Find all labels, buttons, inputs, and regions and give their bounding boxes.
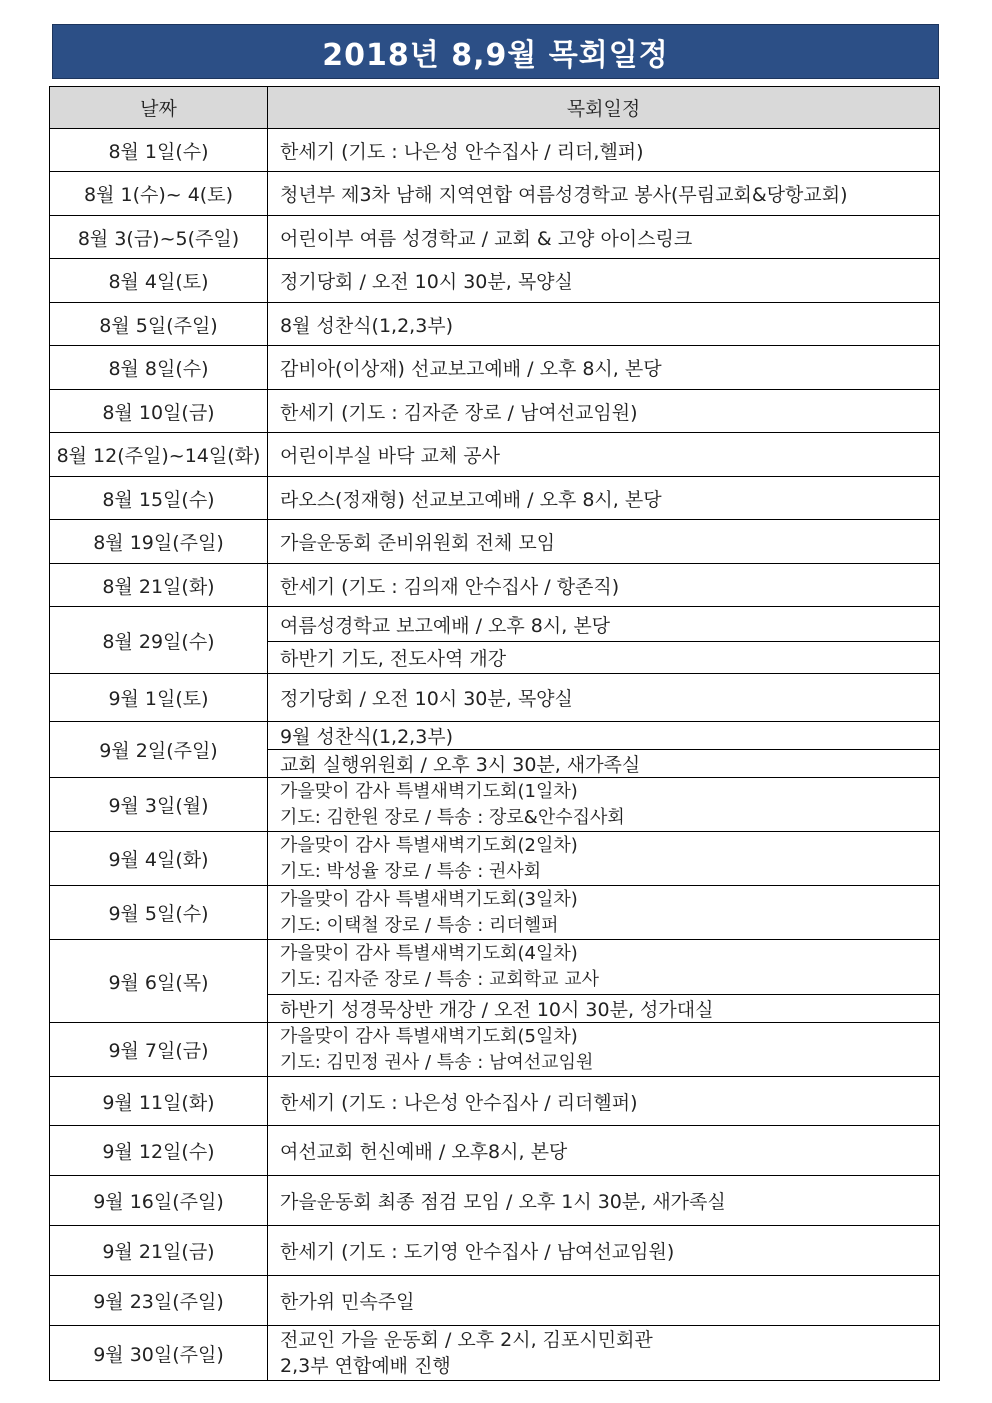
schedule-cell: 한세기 (기도 : 김의재 안수집사 / 항존직) <box>268 564 940 607</box>
schedule-column-header: 목회일정 <box>268 87 940 129</box>
schedule-cell: 9월 성찬식(1,2,3부) <box>268 722 940 750</box>
table-row <box>50 1023 940 1077</box>
schedule-cell: 하반기 성경묵상반 개강 / 오전 10시 30분, 성가대실 <box>268 995 940 1023</box>
schedule-cell: 가을운동회 준비위원회 전체 모임 <box>268 520 940 564</box>
date-cell: 8월 5일(주일) <box>50 303 268 346</box>
date-cell: 9월 3일(월) <box>50 778 268 832</box>
table-row <box>50 477 940 520</box>
date-cell: 8월 15일(수) <box>50 477 268 520</box>
date-cell: 8월 3(금)~5(주일) <box>50 216 268 259</box>
date-cell: 9월 12일(수) <box>50 1126 268 1176</box>
schedule-cell: 교회 실행위원회 / 오후 3시 30분, 새가족실 <box>268 750 940 778</box>
schedule-cell: 가을맞이 감사 특별새벽기도회(4일차) 기도: 김자준 장로 / 특송 : 교회학교 교사 <box>268 940 940 995</box>
table-row <box>50 674 940 722</box>
date-cell: 9월 4일(화) <box>50 832 268 886</box>
schedule-cell: 한세기 (기도 : 나은성 안수집사 / 리더,헬퍼) <box>268 129 940 172</box>
table-row <box>50 390 940 433</box>
date-cell: 8월 1(수)~ 4(토) <box>50 172 268 216</box>
schedule-cell: 한가위 민속주일 <box>268 1276 940 1326</box>
date-cell: 9월 1일(토) <box>50 674 268 722</box>
table-row <box>50 1226 940 1276</box>
schedule-cell: 가을맞이 감사 특별새벽기도회(2일차) 기도: 박성율 장로 / 특송 : 권사회 <box>268 832 940 886</box>
table-row <box>50 886 940 940</box>
date-cell: 8월 4일(토) <box>50 259 268 303</box>
date-cell: 9월 16일(주일) <box>50 1176 268 1226</box>
date-cell: 9월 23일(주일) <box>50 1276 268 1326</box>
schedule-cell: 가을맞이 감사 특별새벽기도회(5일차) 기도: 김민정 권사 / 특송 : 남여선교임원 <box>268 1023 940 1077</box>
table-header-row <box>50 87 940 129</box>
date-cell: 9월 30일(주일) <box>50 1326 268 1381</box>
schedule-cell: 정기당회 / 오전 10시 30분, 목양실 <box>268 674 940 722</box>
schedule-cell: 정기당회 / 오전 10시 30분, 목양실 <box>268 259 940 303</box>
date-cell: 8월 19일(주일) <box>50 520 268 564</box>
schedule-cell: 가을맞이 감사 특별새벽기도회(1일차) 기도: 김한원 장로 / 특송 : 장로&안수집사회 <box>268 778 940 832</box>
table-row <box>50 520 940 564</box>
schedule-cell: 한세기 (기도 : 도기영 안수집사 / 남여선교임원) <box>268 1226 940 1276</box>
table-row <box>50 1176 940 1226</box>
table-row <box>50 303 940 346</box>
title-banner <box>52 24 939 79</box>
table-row <box>50 778 940 832</box>
date-cell: 9월 2일(주일) <box>50 722 268 778</box>
schedule-cell: 여름성경학교 보고예배 / 오후 8시, 본당 <box>268 607 940 642</box>
table-row <box>50 940 940 995</box>
schedule-cell: 한세기 (기도 : 김자준 장로 / 남여선교임원) <box>268 390 940 433</box>
schedule-cell: 하반기 기도, 전도사역 개강 <box>268 642 940 674</box>
table-row <box>50 129 940 172</box>
date-cell: 8월 1일(수) <box>50 129 268 172</box>
schedule-table <box>49 86 940 1381</box>
schedule-cell: 한세기 (기도 : 나은성 안수집사 / 리더헬퍼) <box>268 1077 940 1126</box>
table-row <box>50 832 940 886</box>
page-title: 2018년 8,9월 목회일정 <box>322 37 669 73</box>
schedule-cell: 감비아(이상재) 선교보고예배 / 오후 8시, 본당 <box>268 346 940 390</box>
date-cell: 8월 21일(화) <box>50 564 268 607</box>
schedule-cell: 여선교회 헌신예배 / 오후8시, 본당 <box>268 1126 940 1176</box>
table-row <box>50 172 940 216</box>
table-row <box>50 346 940 390</box>
date-cell: 8월 12(주일)~14일(화) <box>50 433 268 477</box>
schedule-cell: 가을운동회 최종 점검 모임 / 오후 1시 30분, 새가족실 <box>268 1176 940 1226</box>
schedule-cell: 라오스(정재형) 선교보고예배 / 오후 8시, 본당 <box>268 477 940 520</box>
table-row <box>50 1126 940 1176</box>
schedule-cell: 어린이부 여름 성경학교 / 교회 & 고양 아이스링크 <box>268 216 940 259</box>
schedule-body <box>50 129 940 1381</box>
date-cell: 8월 8일(수) <box>50 346 268 390</box>
date-cell: 9월 11일(화) <box>50 1077 268 1126</box>
table-row <box>50 564 940 607</box>
date-cell: 8월 10일(금) <box>50 390 268 433</box>
schedule-cell: 가을맞이 감사 특별새벽기도회(3일차) 기도: 이택철 장로 / 특송 : 리더헬퍼 <box>268 886 940 940</box>
date-cell: 9월 5일(수) <box>50 886 268 940</box>
table-row <box>50 216 940 259</box>
date-cell: 9월 21일(금) <box>50 1226 268 1276</box>
date-column-header: 날짜 <box>50 87 268 129</box>
schedule-cell: 어린이부실 바닥 교체 공사 <box>268 433 940 477</box>
date-cell: 8월 29일(수) <box>50 607 268 674</box>
table-row <box>50 722 940 750</box>
table-row <box>50 1326 940 1381</box>
table-row <box>50 607 940 642</box>
table-row <box>50 433 940 477</box>
schedule-cell: 8월 성찬식(1,2,3부) <box>268 303 940 346</box>
table-row <box>50 259 940 303</box>
schedule-cell: 전교인 가을 운동회 / 오후 2시, 김포시민회관 2,3부 연합예배 진행 <box>268 1326 940 1381</box>
table-row <box>50 1077 940 1126</box>
table-row <box>50 1276 940 1326</box>
date-cell: 9월 6일(목) <box>50 940 268 1023</box>
date-cell: 9월 7일(금) <box>50 1023 268 1077</box>
schedule-cell: 청년부 제3차 남해 지역연합 여름성경학교 봉사(무림교회&당항교회) <box>268 172 940 216</box>
